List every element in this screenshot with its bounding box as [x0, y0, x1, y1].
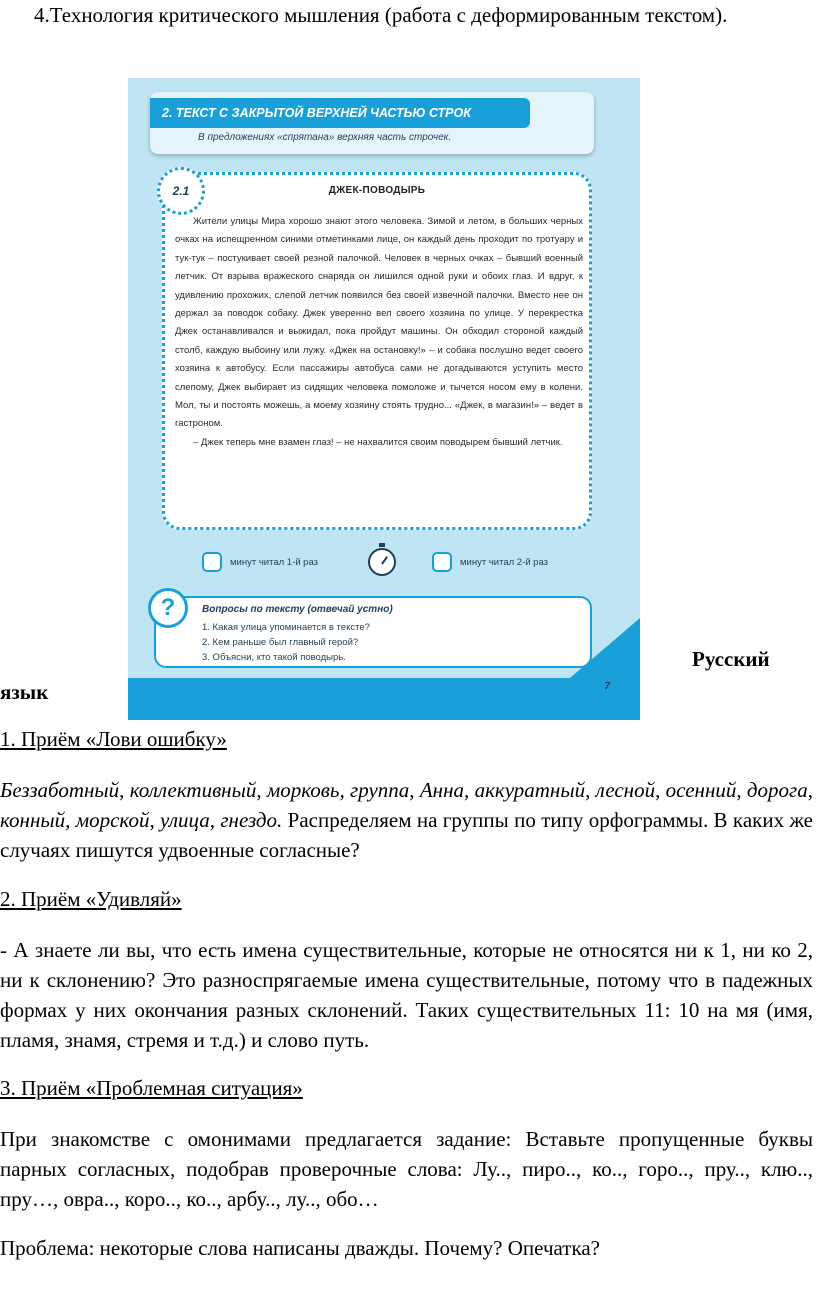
reading-time-checkbox-2 — [432, 552, 452, 572]
story-paragraph: – Джек теперь мне взамен глаз! – не нахвалится своим поводырем бывший летчик. — [193, 436, 563, 448]
section-title: 2. ТЕКСТ С ЗАКРЫТОЙ ВЕРХНЕЙ ЧАСТЬЮ СТРОК — [150, 98, 530, 128]
page-footer-band — [128, 678, 640, 720]
story-paragraph: Жители улицы Мира хорошо знают этого человека. Зимой и летом, в больших черных очках на испещренном синими отметинками лице, он каждый день проходит по тротуару и тук-тук – постукивает своей резной палочкой. Человек в черных очках – бывший военный летчик. От взрыва вражеского снаряда он лишился одной руки и обоих глаз. И вдруг, к удивлению прохожих, слепой летчик появился без своей извечной палочки. Вместо нее он держал за поводок собаку. Джек уверенно вел своего хозяина по улице. У перекрестка Джек останавливался и выжидал, пока пройдут машины. Он обходил стороной каждый столб, каждую выбоину или лужу. «Джек на остановку!» – и собака послушно ведет своего хозяина к автобусу. Если пассажиры автобуса сами не догадываются уступить место слепому, Джек выбирает из сидящих человека помоложе и тычется носом ему в колени. Мол, ты и постоять можешь, а моему хозяину стоять трудно... «Джек, в магазин!» – ведет в гастроном. — [175, 216, 583, 430]
section-2-heading: 2. Приём «Удивляй» — [0, 887, 182, 911]
question-1: 1. Какая улица упоминается в тексте? — [202, 622, 370, 633]
textbook-page-image — [128, 78, 640, 720]
section-header-card — [150, 92, 594, 154]
book-page-number: 7 — [604, 681, 610, 692]
section-1-paragraph — [0, 775, 813, 865]
story-card — [162, 172, 592, 530]
story-title: ДЖЕК-ПОВОДЫРЬ — [328, 185, 426, 196]
reading-time-label-2: минут читал 2-й раз — [460, 557, 549, 568]
section-1-word-list: Беззаботный, коллективный, морковь, группа, Анна, аккуратный, лесной, осенний, дорога, конный, морской, улица, гнездо. — [0, 778, 813, 832]
exercise-badge: 2.1 — [157, 167, 205, 215]
section-3-heading: 3. Приём «Проблемная ситуация» — [0, 1076, 303, 1100]
questions-box — [154, 596, 592, 668]
story-text — [175, 213, 583, 452]
question-3: 3. Объясни, кто такой поводырь. — [202, 652, 346, 663]
section-2-paragraph: - А знаете ли вы, что есть имена существительные, которые не относятся ни к 1, ни ко 2, ни к склонению? Это разноспрягаемые имена существительные, потому что в падежных формах у них окончания разных склонений. Таких существительных 11: 10 на мя (имя, пламя, знамя, стремя и т.д.) и слово путь. — [0, 938, 813, 1052]
reading-time-label-1: минут читал 1-й раз — [230, 557, 319, 568]
question-mark-icon: ? — [148, 588, 188, 628]
section-3-paragraph: При знакомстве с омонимами предлагается задание: Вставьте пропущенные буквы парных согласных, подобрав проверочные слова: Лу.., пиро.., ко.., горо.., пру.., клю.., пру…, овра.., коро.., ко.., арбу.., лу.., обо… — [0, 1127, 813, 1211]
section-3-problem: Проблема: некоторые слова написаны дважды. Почему? Опечатка? — [0, 1236, 600, 1260]
section-subtitle: В предложениях «спрятана» верхняя часть строчек. — [198, 132, 452, 143]
subject-label-part2: язык — [0, 680, 49, 704]
subject-label-part1: Русский — [692, 647, 770, 671]
reading-time-checkbox-1 — [202, 552, 222, 572]
section-1-task: Распределяем на группы по типу орфограммы. В каких же случаях пишутся удвоенные согласные? — [0, 808, 813, 862]
questions-title: Вопросы по тексту (отвечай устно) — [202, 604, 393, 615]
intro-heading: 4.Технология критического мышления (работа с деформированным текстом). — [34, 3, 728, 27]
stopwatch-icon — [368, 548, 396, 576]
question-2: 2. Кем раньше был главный герой? — [202, 637, 359, 648]
section-1-heading: 1. Приём «Лови ошибку» — [0, 727, 227, 751]
